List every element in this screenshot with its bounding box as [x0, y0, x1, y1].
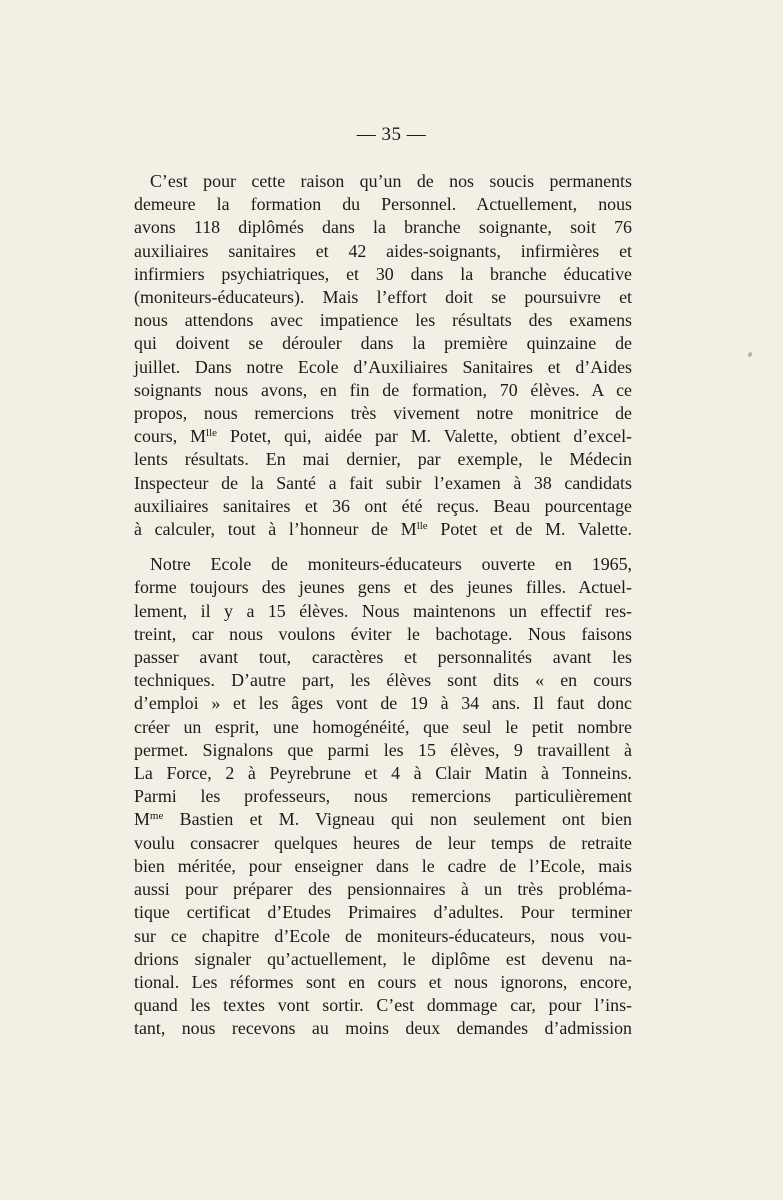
text-line: forme toujours des jeunes gens et des jeunes filles. Actuel- [134, 577, 632, 598]
paper-speck [747, 351, 753, 357]
text-line: tant, nous recevons au moins deux demandes d’admission [134, 1018, 632, 1039]
text-line: demeure la formation du Personnel. Actuellement, nous [134, 194, 632, 215]
text-line: C’est pour cette raison qu’un de nos soucis permanents [150, 171, 632, 191]
text-line: aussi pour préparer des pensionnaires à un très probléma- [134, 879, 632, 900]
text-line: juillet. Dans notre Ecole d’Auxiliaires Sanitaires et d’Aides [134, 356, 632, 377]
text-line: bien méritée, pour enseigner dans le cadre de l’Ecole, mais [134, 855, 632, 876]
text-line: La Force, 2 à Peyrebrune et 4 à Clair Matin à Tonneins. [134, 763, 632, 784]
text-line: créer un esprit, une homogénéité, que seul le petit nombre [134, 716, 632, 737]
text-line: propos, nous remercions très vivement notre monitrice de [134, 403, 632, 424]
page-number: — 35 — [356, 124, 427, 145]
body-text [134, 170, 632, 1041]
text-line: passer avant tout, caractères et personnalités avant les [134, 647, 632, 668]
text-line: d’emploi » et les âges vont de 19 à 34 ans. Il faut donc [134, 693, 632, 714]
text-line: tique certificat d’Etudes Primaires d’adultes. Pour terminer [134, 902, 632, 923]
text-line: à calculer, tout à l’honneur de $M^{lle}$ Potet et de M. Valette. [134, 519, 633, 540]
text-line: lents résultats. En mai dernier, par exemple, le Médecin [134, 449, 632, 470]
text-line: sur ce chapitre d’Ecole de moniteurs-éducateurs, nous vou- [134, 925, 632, 946]
text-line: infirmiers psychiatriques, et 30 dans la branche éducative [134, 263, 632, 284]
text-line: auxiliaires sanitaires et 42 aides-soignants, infirmières et [134, 240, 632, 261]
text-line: auxiliaires sanitaires et 36 ont été reçus. Beau pourcentage [134, 495, 632, 516]
text-line: voulu consacrer quelques heures de leur temps de retraite [134, 832, 632, 853]
superscript: me [149, 810, 164, 823]
superscript: lle [416, 520, 428, 533]
text-line: avons 118 diplômés dans la branche soignante, soit 76 [134, 217, 632, 238]
text-line: Parmi les professeurs, nous remercions particulièrement [134, 786, 632, 807]
text-line: cours, $M^{lle}$ Potet, qui, aidée par M. Valette, obtient d’excel- [134, 426, 632, 447]
text-line: treint, car nous voulons éviter le bachotage. Nous faisons [134, 623, 632, 644]
text-line: drions signaler qu’actuellement, le diplôme est devenu na- [134, 948, 632, 969]
text-line: Notre Ecole de moniteurs-éducateurs ouverte en 1965, [150, 554, 632, 575]
text-line: quand les textes vont sortir. C’est dommage car, pour l’ins- [134, 995, 632, 1016]
text-line: $M^{me}$ Bastien et M. Vigneau qui non seulement ont bien [134, 809, 632, 830]
paragraph [134, 553, 632, 1040]
text-line: soignants nous avons, en fin de formation, 70 élèves. A ce [134, 379, 632, 400]
text-line: techniques. D’autre part, les élèves sont dits « en cours [134, 670, 632, 691]
text-line: lement, il y a 15 élèves. Nous maintenons un effectif res- [134, 600, 632, 621]
text-line: tional. Les réformes sont en cours et nous ignorons, encore, [134, 971, 632, 992]
superscript: lle [206, 427, 218, 440]
text-line: nous attendons avec impatience les résultats des examens [134, 310, 632, 331]
text-line: qui doivent se dérouler dans la première quinzaine de [134, 333, 632, 354]
paragraph [134, 170, 632, 541]
text-line: permet. Signalons que parmi les 15 élèves, 9 travaillent à [134, 739, 632, 760]
text-line: (moniteurs-éducateurs). Mais l’effort doit se poursuivre et [134, 287, 632, 308]
text-line: Inspecteur de la Santé a fait subir l’examen à 38 candidats [134, 472, 632, 493]
